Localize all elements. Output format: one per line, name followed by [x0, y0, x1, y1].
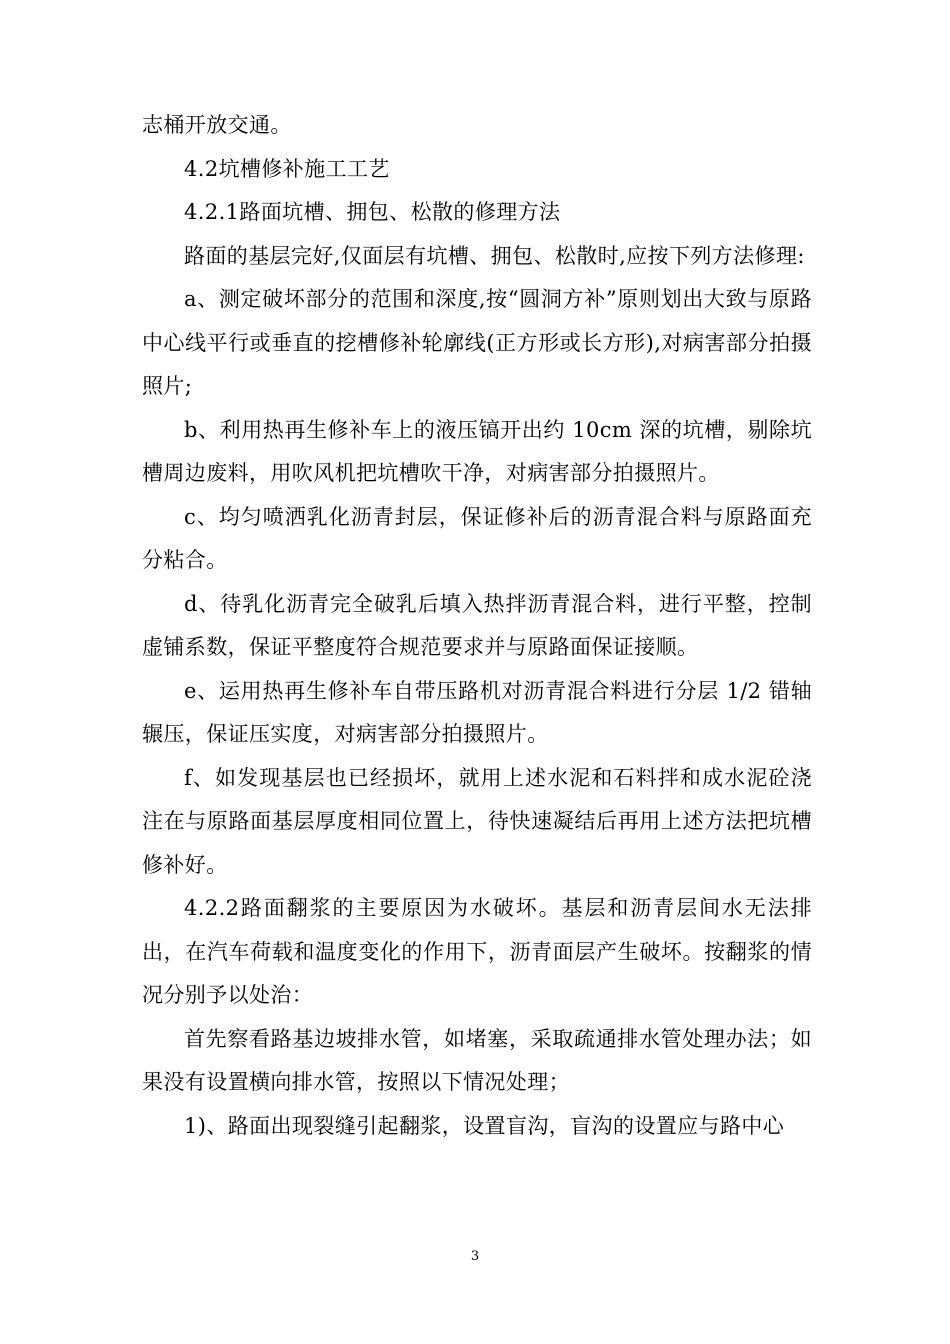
paragraph-intro: 路面的基层完好,仅面层有坑槽、拥包、松散时,应按下列方法修理:	[184, 243, 805, 268]
section-heading-4-2: 4.2坑槽修补施工工艺	[184, 156, 390, 181]
subsection-paragraph-4-2-2: 4.2.2路面翻浆的主要原因为水破坏。基层和沥青层间水无法排出，在汽车荷载和温度变化的作用下，沥青面层产生破坏。按翻浆的情况分别予以处治：	[142, 896, 812, 1007]
document-body	[142, 104, 812, 1148]
list-item-b: b、利用热再生修补车上的液压镐开出约 10cm 深的坑槽，剔除坑槽周边废料，用吹风机把坑槽吹干净，对病害部分拍摄照片。	[142, 417, 812, 485]
list-item-e: e、运用热再生修补车自带压路机对沥青混合料进行分层 1/2 错轴辗压，保证压实度，对病害部分拍摄照片。	[142, 678, 812, 746]
list-item-1: 1)、路面出现裂缝引起翻浆，设置盲沟，盲沟的设置应与路中心	[184, 1113, 785, 1138]
list-item-d: d、待乳化沥青完全破乳后填入热拌沥青混合料，进行平整，控制虚铺系数，保证平整度符合规范要求并与原路面保证接顺。	[142, 591, 812, 659]
list-item-a: a、测定破坏部分的范围和深度,按“圆洞方补”原则划出大致与原路中心线平行或垂直的挖槽修补轮廓线(正方形或长方形),对病害部分拍摄照片;	[142, 287, 812, 398]
page-number: 3	[470, 1249, 480, 1264]
list-item-c: c、均匀喷洒乳化沥青封层，保证修补后的沥青混合料与原路面充分粘合。	[142, 504, 812, 572]
paragraph-drainage-check: 首先察看路基边坡排水管，如堵塞，采取疏通排水管处理办法；如果没有设置横向排水管，按照以下情况处理；	[142, 1026, 812, 1094]
paragraph-continuation: 志桶开放交通。	[142, 113, 292, 137]
list-item-f: f、如发现基层也已经损坏，就用上述水泥和石料拌和成水泥砼浇注在与原路面基层厚度相同位置上，待快速凝结后再用上述方法把坑槽修补好。	[142, 765, 812, 877]
subsection-heading-4-2-1: 4.2.1路面坑槽、拥包、松散的修理方法	[184, 200, 561, 224]
